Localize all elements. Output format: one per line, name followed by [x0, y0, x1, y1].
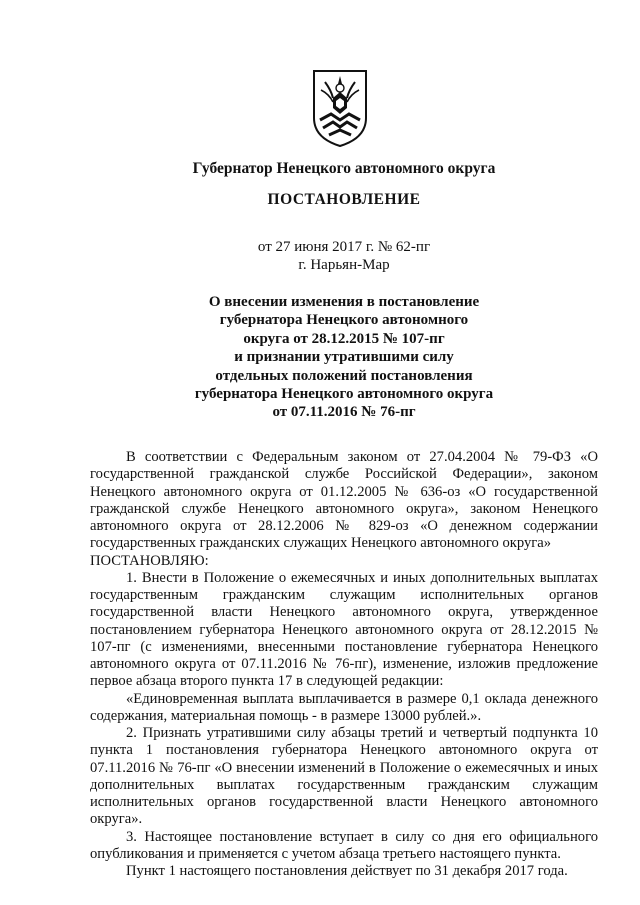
title-line: губернатора Ненецкого автономного округа: [194, 386, 494, 403]
item-2-paragraph: 2. Признать утратившими силу абзацы третий и четвертый подпункта 10 пункта 1 постановления губернатора Ненецкого автономного округа от 07.11.2016 № 76-пг «О внесении изменений в Положение о ежемесячных и иных дополнительных выплатах государственным гражданским служащим исполнительных органов государственной власти Ненецкого автономного округа».: [90, 725, 598, 828]
date-and-number: от 27 июня 2017 г. № 62-пг: [257, 239, 431, 255]
decree-word: ПОСТАНОВЛЯЮ:: [90, 552, 209, 569]
title-line: от 07.11.2016 № 76-пг: [272, 404, 416, 421]
title-line: О внесении изменения в постановление: [208, 294, 480, 310]
nenets-coat-of-arms-icon: [311, 68, 369, 148]
authority-title: Губернатор Ненецкого автономного округа: [192, 160, 496, 177]
quoted-text-paragraph: «Единовременная выплата выплачивается в размере 0,1 оклада денежного содержания, материальная помощь - в размере 13000 рублей.».: [90, 690, 598, 724]
title-line: округа от 28.12.2015 № 107-пг: [243, 330, 445, 347]
item-3-paragraph: 3. Настоящее постановление вступает в силу со дня его официального опубликования и применяется с учетом абзаца третьего настоящего пункта.: [90, 828, 598, 862]
document-body: [90, 449, 598, 880]
item-3-note-paragraph: Пункт 1 настоящего постановления действует по 31 декабря 2017 года.: [126, 863, 568, 879]
title-line: и признании утратившими силу: [234, 349, 454, 366]
document-title: [90, 293, 598, 422]
item-1-paragraph: 1. Внести в Положение о ежемесячных и иных дополнительных выплатах государственным гражданским служащим исполнительных органов государственной власти Ненецкого автономного округа, утвержденное постановлением губернатора Ненецкого автономного округа от 28.12.2015 № 107-пг (с изменениями, внесенными постановление губернатора Ненецкого автономного округа от 07.11.2016 № 76-пг), изменение, изложив предложение первое абзаца второго пункта 17 в следующей редакции:: [90, 569, 598, 690]
title-line: отдельных положений постановления: [215, 367, 473, 384]
city: г. Нарьян-Мар: [298, 257, 390, 273]
document-type: ПОСТАНОВЛЕНИЕ: [267, 191, 421, 208]
preamble-paragraph: В соответствии с Федеральным законом от 27.04.2004 № 79-ФЗ «О государственной гражданской службе Российской Федерации», законом Ненецкого автономного округа от 01.12.2005 № 636-оз «О государственной гражданской службе Ненецкого автономного округа», законом Ненецкого автономного округа от 28.12.2006 № 829-оз «О денежном содержании государственных гражданских служащих Ненецкого автономного округа»: [90, 449, 598, 552]
title-line: губернатора Ненецкого автономного: [219, 312, 469, 329]
